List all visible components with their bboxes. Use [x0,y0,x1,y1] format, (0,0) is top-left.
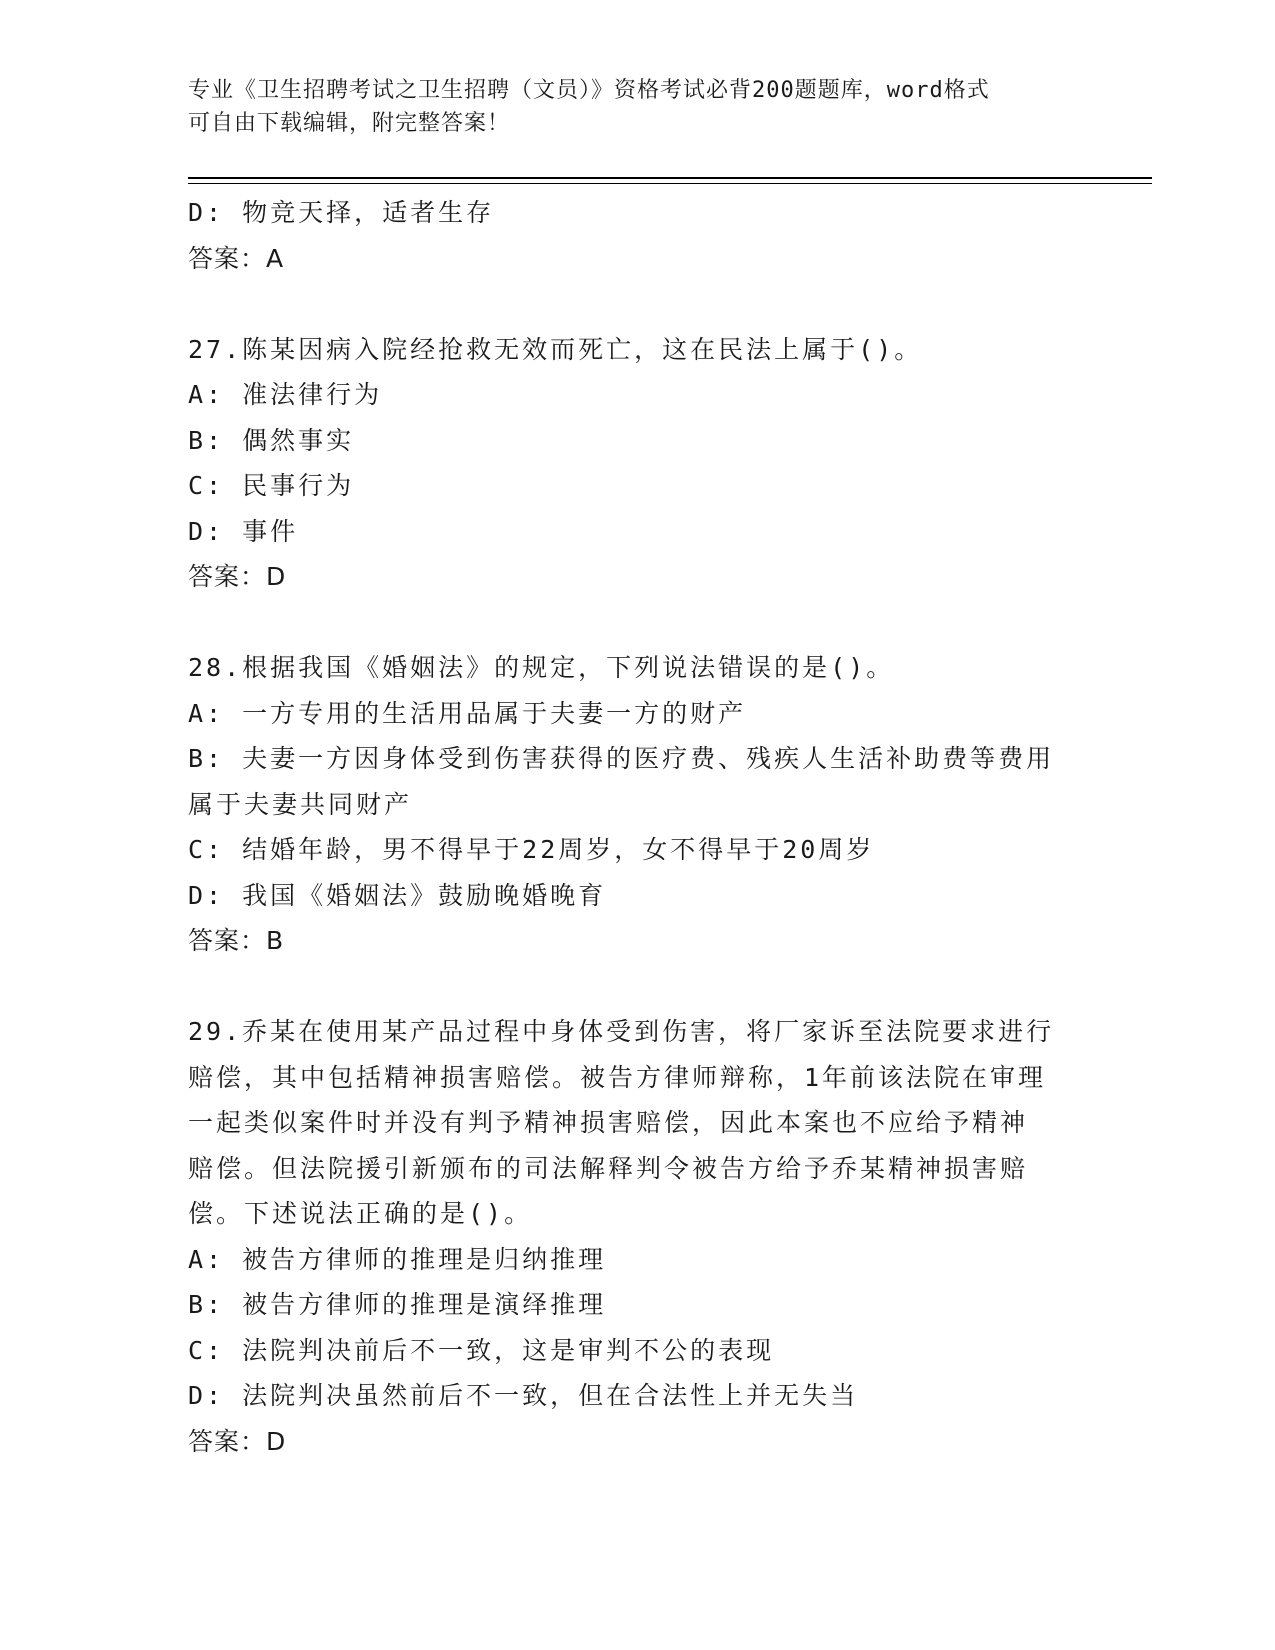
option-c: C: 结婚年龄，男不得早于22周岁，女不得早于20周岁 [188,835,875,864]
question-29 [188,1009,1088,1464]
answer-line [188,554,1088,600]
question-stem: 27.陈某因病入院经抢救无效而死亡，这在民法上属于()。 [188,334,923,364]
answer-line [188,236,1088,282]
spacer [188,600,1088,646]
question-28 [188,645,1088,964]
option-c: C: 法院判决前后不一致，这是审判不公的表现 [188,1335,775,1365]
spacer [188,964,1088,1010]
answer-label: 答案： [188,1426,267,1456]
answer-line [188,918,1088,964]
option-d: D: 法院判决虽然前后不一致，但在合法性上并无失当 [188,1381,859,1410]
question-content [188,190,1088,1464]
answer-value: D [266,562,287,591]
header-title-line-2: 可自由下载编辑，附完整答案！ [188,111,511,136]
answer-value: B [266,926,285,955]
question-stem: 29.乔某在使用某产品过程中身体受到伤害，将厂家诉至法院要求进行 [188,1017,1055,1046]
answer-label: 答案： [188,243,267,273]
question-stem-continued: 偿。下述说法正确的是()。 [188,1199,533,1228]
answer-label: 答案： [188,562,267,591]
option-d: D: 物竞天择，适者生存 [188,198,495,227]
answer-value: A [266,243,285,273]
question-stem-continued: 赔偿，其中包括精神损害赔偿。被告方律师辩称，1年前该法院在审理 [188,1062,1047,1092]
option-a: A: 被告方律师的推理是归纳推理 [188,1244,607,1274]
header-title-line-1: 专业《卫生招聘考试之卫生招聘（文员）》资格考试必背200题题库，word格式 [188,78,990,103]
header-divider-thick [188,177,1152,179]
answer-label: 答案： [188,926,267,955]
option-a: A: 准法律行为 [188,380,383,409]
spacer [188,281,1088,327]
option-b-continued: 属于夫妻共同财产 [188,789,413,819]
option-b: B: 偶然事实 [188,425,355,455]
question-stem-continued: 赔偿。但法院援引新颁布的司法解释判令被告方给予乔某精神损害赔 [188,1153,1029,1183]
question-27 [188,327,1088,600]
answer-line [188,1419,1088,1465]
option-c: C: 民事行为 [188,471,355,500]
option-a: A: 一方专用的生活用品属于夫妻一方的财产 [188,698,747,728]
document-header [188,74,1088,140]
option-b: B: 夫妻一方因身体受到伤害获得的医疗费、残疾人生活补助费等费用 [188,744,1055,773]
header-divider-thin [188,183,1152,184]
question-stem-continued: 一起类似案件时并没有判予精神损害赔偿，因此本案也不应给予精神 [188,1108,1029,1137]
previous-question-tail [188,190,1088,281]
answer-value: D [266,1426,287,1456]
option-d: D: 我国《婚姻法》鼓励晚婚晚育 [188,880,607,910]
option-d: D: 事件 [188,516,299,546]
question-stem: 28.根据我国《婚姻法》的规定，下列说法错误的是()。 [188,653,895,682]
option-b: B: 被告方律师的推理是演绎推理 [188,1290,607,1319]
